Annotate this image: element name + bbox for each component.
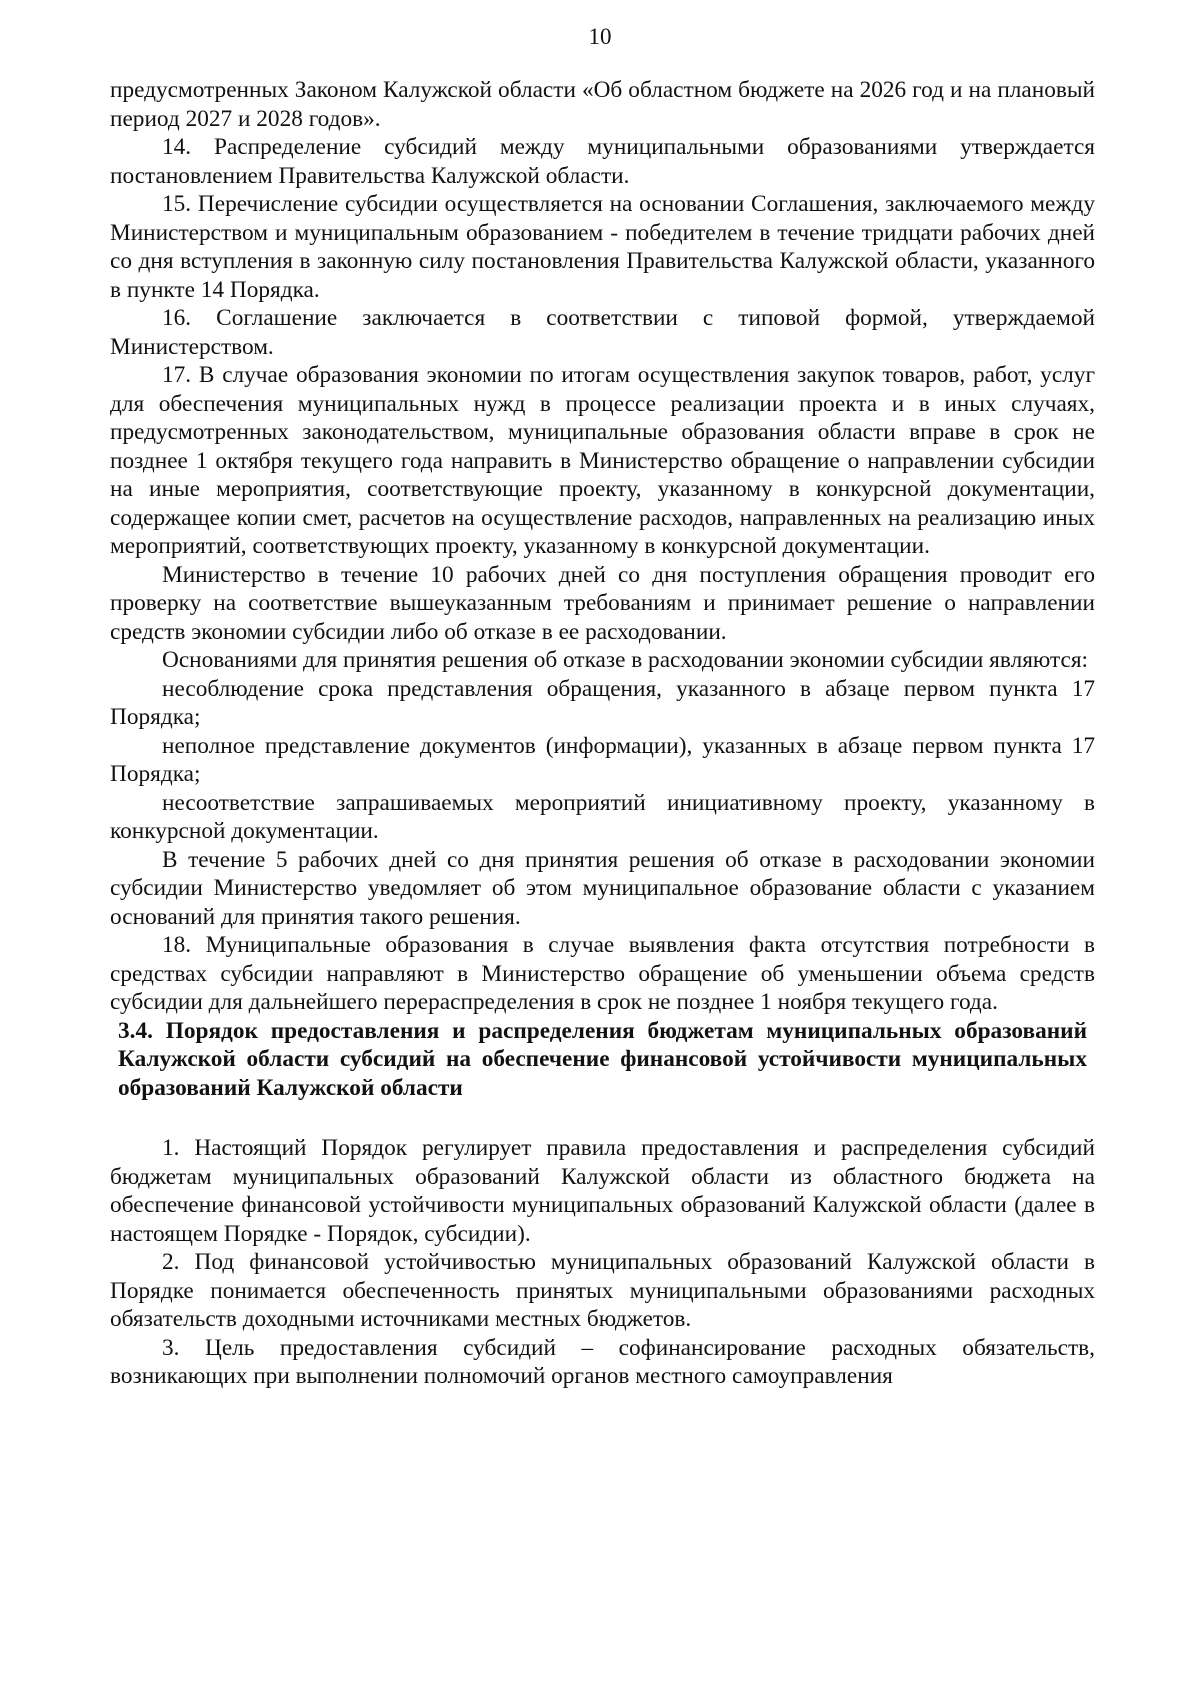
- section-title: 3.4. Порядок предоставления и распределения бюджетам муниципальных образований Калужской области субсидий на обеспечение финансовой устойчивости муниципальных образований Калужской области: [118, 1017, 1087, 1101]
- paragraph-item-15: 15. Перечисление субсидии осуществляется на основании Соглашения, заключаемого между Министерством и муниципальным образованием - победителем в течение тридцати рабочих дней со дня вступления в законную силу постановления Правительства Калужской области, указанного в пункте 14 Порядка.: [110, 191, 1095, 303]
- paragraph-ministry-review: Министерство в течение 10 рабочих дней со дня поступления обращения проводит его проверку на соответствие вышеуказанным требованиям и принимает решение о направлении средств экономии субсидии либо об отказе в ее расходовании.: [110, 561, 1095, 645]
- paragraph-refusal-grounds: Основаниями для принятия решения об отказе в расходовании экономии субсидии являются:: [162, 647, 1089, 673]
- paragraph-notification: В течение 5 рабочих дней со дня принятия решения об отказе в расходовании экономии субсидии Министерство уведомляет об этом муниципальное образование области с указанием оснований для принятия такого решения.: [110, 846, 1095, 930]
- document-body: [110, 76, 1095, 1391]
- paragraph-item-16: 16. Соглашение заключается в соответствии с типовой формой, утверждаемой Министерством.: [110, 305, 1095, 360]
- paragraph-item-18: 18. Муниципальные образования в случае выявления факта отсутствия потребности в средствах субсидии направляют в Министерство обращение об уменьшении объема средств субсидии для дальнейшего перераспределения в срок не позднее 1 ноября текущего года.: [110, 932, 1095, 1015]
- page-number: 10: [588, 24, 612, 49]
- paragraph-ground-2: неполное представление документов (информации), указанных в абзаце первом пункта 17 Порядка;: [110, 732, 1095, 787]
- section-paragraph-3: 3. Цель предоставления субсидий – софинансирование расходных обязательств, возникающих при выполнении полномочий органов местного самоуправления: [110, 1334, 1095, 1389]
- paragraph-item-14: 14. Распределение субсидий между муниципальными образованиями утверждается постановлением Правительства Калужской области.: [110, 134, 1095, 189]
- section-paragraph-2: 2. Под финансовой устойчивостью муниципальных образований Калужской области в Порядке понимается обеспеченность принятых муниципальными образованиями расходных обязательств доходными источниками местных бюджетов.: [110, 1249, 1095, 1332]
- paragraph-ground-3: несоответствие запрашиваемых мероприятий инициативному проекту, указанному в конкурсной документации.: [110, 789, 1095, 844]
- paragraph-ground-1: несоблюдение срока представления обращения, указанного в абзаце первом пункта 17 Порядка;: [110, 675, 1095, 730]
- paragraph-continuation: предусмотренных Законом Калужской области «Об областном бюджете на 2026 год и на плановый период 2027 и 2028 годов».: [110, 77, 1095, 132]
- section-paragraph-1: 1. Настоящий Порядок регулирует правила предоставления и распределения субсидий бюджетам муниципальных образований Калужской области из областного бюджета на обеспечение финансовой устойчивости муниципальных образований Калужской области (далее в настоящем Порядке - Порядок, субсидии).: [110, 1135, 1095, 1247]
- paragraph-item-17: 17. В случае образования экономии по итогам осуществления закупок товаров, работ, услуг для обеспечения муниципальных нужд в процессе реализации проекта и в иных случаях, предусмотренных законодательством, муниципальные образования области вправе в срок не позднее 1 октября текущего года направить в Министерство обращение о направлении субсидии на иные мероприятия, соответствующие проекту, указанному в конкурсной документации, содержащее копии смет, расчетов на осуществление расходов, направленных на реализацию иных мероприятий, соответствующих проекту, указанному в конкурсной документации.: [110, 362, 1095, 559]
